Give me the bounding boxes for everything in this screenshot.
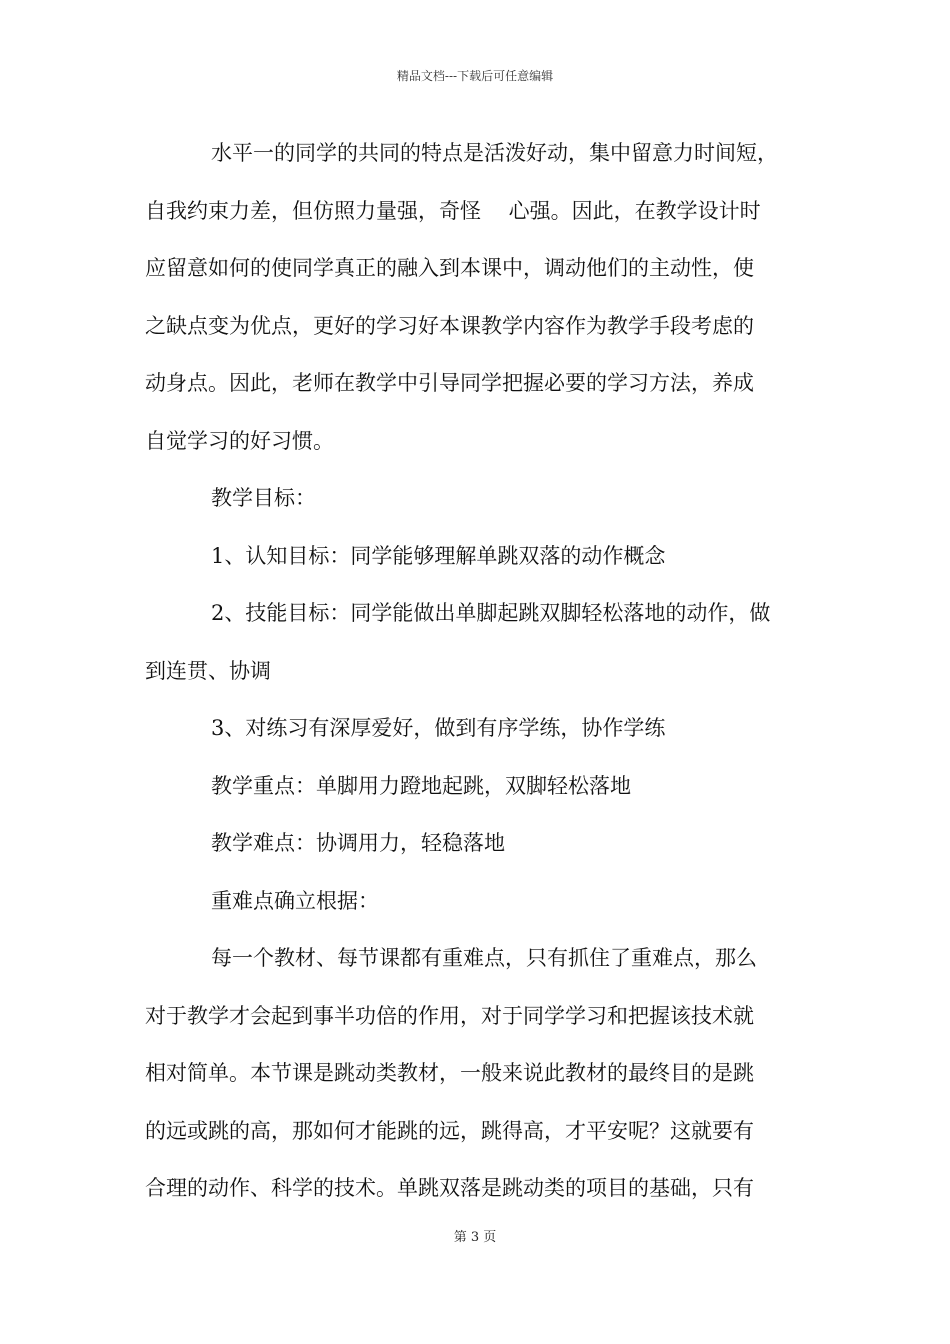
page-number: 第 3 页: [453, 1230, 497, 1245]
text-line: 之缺点变为优点，更好的学习好本课教学内容作为教学手段考虑的: [145, 313, 754, 338]
list-item: 3、对练习有深厚爱好，做到有序学练，协作学练: [211, 716, 666, 740]
text-line: 对于教学才会起到事半功倍的作用，对于同学学习和把握该技术就: [145, 1003, 754, 1028]
text-line: 到连贯、协调: [145, 658, 271, 683]
section-heading: 教学目标：: [211, 486, 316, 510]
text-line: 合理的动作、科学的技术。单跳双落是跳动类的项目的基础，只有: [145, 1176, 754, 1200]
text-line: 水平一的同学的共同的特点是活泼好动，集中留意力时间短，: [211, 141, 778, 165]
page-header: 精品文档---下载后可任意编辑: [396, 69, 554, 83]
text-line: 自觉学习的好习惯。: [145, 428, 334, 453]
document-body: [145, 128, 813, 1221]
section-heading: 重难点确立根据：: [211, 888, 379, 913]
list-item: 1、认知目标：同学能够理解单跳双落的动作概念: [211, 543, 666, 568]
text-line: 应留意如何的使同学真正的融入到本课中，调动他们的主动性，使: [145, 256, 754, 280]
text-line: 每一个教材、每节课都有重难点，只有抓住了重难点，那么: [211, 946, 757, 970]
text-line: 教学重点：单脚用力蹬地起跳，双脚轻松落地: [211, 773, 631, 798]
text-line: 动身点。因此，老师在教学中引导同学把握必要的学习方法，养成: [145, 371, 754, 395]
list-item: 2、技能目标：同学能做出单脚起跳双脚轻松落地的动作，做: [211, 601, 771, 625]
text-line: 相对简单。本节课是跳动类教材，一般来说此教材的最终目的是跳: [145, 1061, 754, 1085]
text-line: 教学难点：协调用力，轻稳落地: [211, 831, 505, 855]
text-line: 自我约束力差，但仿照力量强，奇怪 心强。因此，在教学设计时: [145, 198, 761, 223]
text-line: 的远或跳的高，那如何才能跳的远，跳得高，才平安呢？这就要有: [145, 1118, 754, 1143]
